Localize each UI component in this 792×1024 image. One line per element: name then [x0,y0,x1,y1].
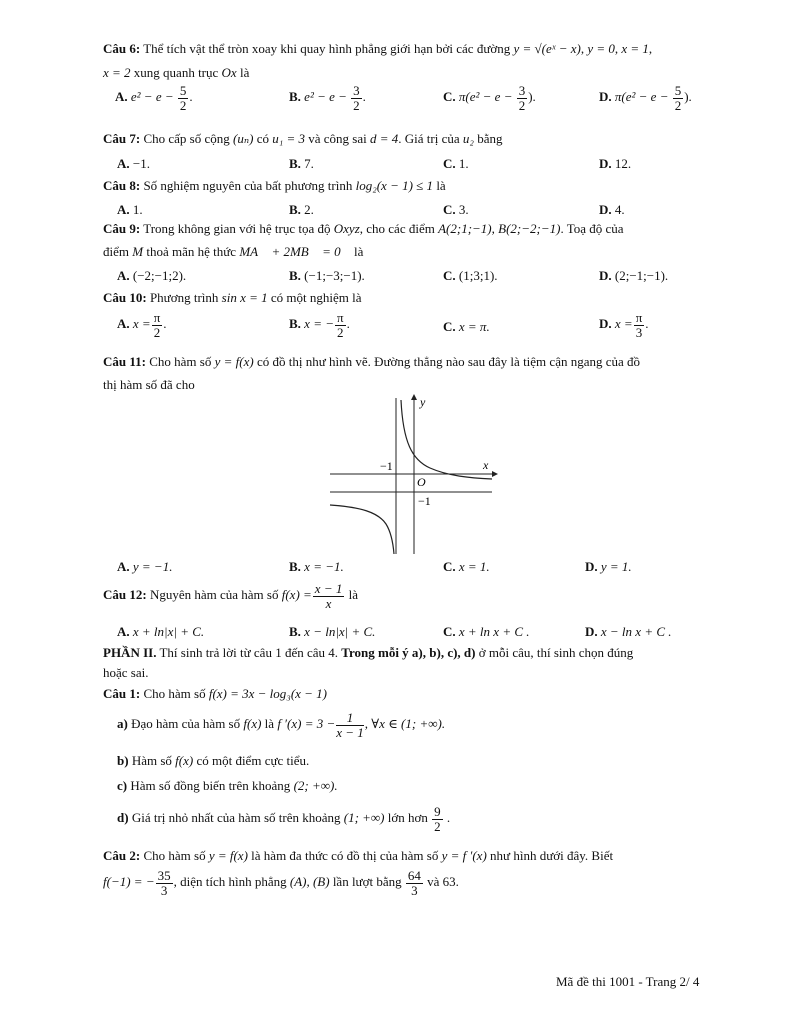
q6-eq4: x = 2 [103,65,131,80]
tick-x-label: −1 [380,459,393,473]
q11-line2 [103,377,195,393]
option-text: 4. [614,202,625,217]
option-label: A. [117,268,130,283]
option-text: (−2;−1;2). [132,268,187,283]
p1-a-la: là [264,716,275,732]
frac-den: 2 [434,818,441,834]
fraction [406,869,423,897]
q11-opt-a [117,559,172,575]
y-axis-arrow [411,394,417,400]
q6-text2: xung quanh trục [133,65,219,80]
q11-text2: có đồ thị như hình vẽ. Đường thẳng nào sau đây là tiệm cận ngang của đồ [256,354,641,369]
q10-opt-c [443,319,490,335]
q12-opt-b [289,624,375,640]
option-text: x = − [304,316,334,332]
p2-regions: (A), (B) [289,874,330,890]
q8-label: Câu 8: [103,178,141,193]
q11-opt-d [585,559,632,575]
p1-a-text: Đạo hàm của hàm số [131,716,241,732]
option-text: e² − e − [130,89,174,105]
frac-num: π [337,310,344,325]
option-tail: . [362,89,366,105]
p1-b-fn: f(x) [175,753,194,768]
part2-heading: PHẦN II. [103,645,157,660]
option-text: x + ln x + C . [458,624,530,639]
page-footer: Mã đề thi 1001 - Trang 2/ 4 [556,974,700,989]
fraction [673,84,684,112]
fraction [152,311,163,339]
q7-text1: Cho cấp số cộng [143,131,230,146]
option-tail: ). [528,89,536,105]
option-label: A. [117,624,130,639]
option-label: A. [115,89,128,105]
part2-text2: ở mỗi câu, thí sinh chọn đúng [478,645,634,660]
q9-label: Câu 9: [103,221,141,236]
part2-text3: hoặc sai. [103,665,149,680]
q9-text2: , cho các điểm [359,221,435,236]
part2-line1 [103,645,633,661]
q7-text3: và công sai [308,131,367,146]
q8-text2: là [436,178,446,193]
frac-den: x − 1 [336,724,364,740]
option-label: B. [289,316,301,332]
q12-text2: là [348,587,358,603]
q8-opt-a [117,202,143,218]
q11-label: Câu 11: [103,354,146,369]
p2-dfn: y = f ′(x) [441,848,487,863]
item-label: d) [117,810,129,826]
q10-stem [103,290,362,306]
option-tail: . [346,316,350,332]
q9-line1 [103,221,624,237]
frac-den: 3 [635,324,643,340]
option-label: C. [443,559,456,574]
fraction [634,311,645,339]
q7-seq: (uₙ) [233,131,254,146]
option-text: x = [614,316,633,332]
option-label: B. [289,624,301,639]
p1-c-text: Hàm số đồng biến trên khoảng [130,778,291,793]
option-label: B. [289,156,301,171]
option-label: D. [599,202,612,217]
frac-den: 2 [353,97,360,113]
origin-label: O [417,475,426,489]
frac-num: 9 [434,804,441,819]
q12-fn-lead: f(x) = [281,587,312,603]
frac-den: x [325,595,332,611]
option-text: x = 1. [458,559,490,574]
q6-eq3: x = 1 [621,41,649,56]
option-text: 3. [458,202,469,217]
option-text: −1. [132,156,150,171]
q9-opt-a [117,268,186,284]
q7-d: d = 4 [370,131,399,146]
q9-opt-d [599,268,668,284]
fraction [432,805,443,833]
part2-text1: Thí sinh trả lời từ câu 1 đến câu 4. [159,645,339,660]
option-tail: . [189,89,193,105]
p1-d-text1: Giá trị nhỏ nhất của hàm số trên khoảng [131,810,341,826]
option-tail: . [645,316,649,332]
p1-d-interval: (1; +∞) [343,810,385,826]
option-label: D. [599,268,612,283]
frac-num: 3 [518,83,526,98]
q6-text3: là [239,65,250,80]
q11-line1 [103,354,640,370]
item-label: c) [117,778,128,793]
p2-val-lead: f(−1) = − [103,874,155,890]
option-text: x + ln|x| + C. [132,624,205,639]
q9-text5: thoả mãn hệ thức [146,244,237,259]
fraction [313,582,345,610]
p1-d-tail: . [446,810,451,826]
q8-text1: Số nghiệm nguyên của bất phương trình [143,178,353,193]
frac-den: 2 [153,324,161,340]
frac-num: 5 [674,83,682,98]
q7-text2: có [256,131,269,146]
part2-line2 [103,665,148,681]
option-label: D. [599,316,612,332]
q7-opt-c [443,156,469,172]
p1-item-c [117,778,338,794]
p2-text5: lần lượt bằng [332,874,402,890]
q9-text6: là [353,244,364,259]
q8-opt-d [599,202,625,218]
p2-text6: và 63. [427,874,459,890]
option-text: (2;−1;−1). [614,268,669,283]
fraction [336,711,364,739]
option-text: y = 1. [600,559,632,574]
p1-a-deriv: f ′(x) = 3 − [277,716,336,732]
option-label: B. [289,268,301,283]
q9-m: M [132,244,144,259]
option-tail: . [163,316,167,332]
p1-fn: f(x) = 3x − log₃(x − 1) [208,686,328,701]
tick-y-label: −1 [418,494,431,508]
x-axis-label: x [483,458,489,472]
option-label: D. [599,89,612,105]
curve-right-branch [401,400,492,479]
q9-line2 [103,244,363,260]
frac-num: 5 [179,83,187,98]
q11-graph [320,392,500,557]
frac-den: 2 [337,324,344,340]
part2-bold: Trong mỗi ý a), b), c), d) [341,645,476,660]
q12-opt-d [585,624,672,640]
option-label: D. [599,156,612,171]
q11-text1: Cho hàm số [149,354,212,369]
q12-opt-c [443,624,530,640]
fraction [178,84,189,112]
q6-eq1: y = √(eˣ − x) [513,41,581,56]
y-axis-label: y [420,395,426,409]
q9-text1: Trong không gian với hệ trục tọa độ [143,221,331,236]
q7-text5: bằng [477,131,503,146]
frac-num: x − 1 [314,581,343,596]
p2-text2: là hàm đa thức có đồ thị của hàm số [251,848,439,863]
q11-opt-c [443,559,490,575]
frac-num: π [153,310,161,325]
p1-item-d [117,805,450,833]
option-text: x = −1. [304,559,344,574]
option-text: x = [132,316,151,332]
option-text: 2. [304,202,314,217]
option-label: C. [443,268,456,283]
frac-num: 3 [353,83,360,98]
fraction [156,869,173,897]
p1-a-tail: , ∀x ∈ (1; +∞). [364,716,446,732]
q9-text3: . Toạ độ của [560,221,624,236]
option-label: C. [443,319,456,334]
q12-label: Câu 12: [103,587,147,603]
p2-fn: y = f(x) [208,848,248,863]
q6-line2 [103,65,249,81]
option-label: B. [289,89,301,105]
option-text: 7. [304,156,314,171]
q6-label: Câu 6: [103,41,141,56]
q9-sys: Oxyz [333,221,360,236]
curve-left-branch [330,505,394,554]
p2-label: Câu 2: [103,848,141,863]
q6-line1: Câu 6: Thể tích vật thể tròn xoay khi quay hình phẳng giới hạn bởi các đường y = √(eˣ − x), y = 0, x = 1, [103,41,653,56]
frac-den: 2 [674,97,682,113]
q10-text2: có một nghiệm là [270,290,362,305]
option-text: (1;3;1). [458,268,498,283]
p2-line2 [103,869,459,897]
q12-opt-a [117,624,204,640]
p2-text4: , diện tích hình phẳng [173,874,287,890]
p1-b-text1: Hàm số [131,753,172,768]
q8-opt-c [443,202,469,218]
frac-den: 2 [179,97,187,113]
p1-b-text2: có một điểm cực tiểu. [196,753,310,768]
q11-opt-b [289,559,344,575]
p2-text3: như hình dưới đây. Biết [490,848,614,863]
p1-stem [103,686,327,702]
option-label: A. [117,559,130,574]
option-label: C. [443,156,456,171]
option-text: 1. [458,156,469,171]
option-label: D. [585,559,598,574]
p1-text1: Cho hàm số [143,686,206,701]
p1-d-text2: lớn hơn [387,810,428,826]
q10-label: Câu 10: [103,290,147,305]
q6-text1: Thể tích vật thể tròn xoay khi quay hình phẳng giới hạn bởi các đường [143,41,511,56]
frac-den: 2 [518,97,526,113]
p1-c-interval: (2; +∞). [293,778,338,793]
p1-label: Câu 1: [103,686,141,701]
x-axis-arrow [492,471,498,477]
option-label: D. [585,624,598,639]
frac-den: 3 [411,882,418,898]
q7-opt-d [599,156,631,172]
option-text: π(e² − e − [458,89,513,105]
q11-fn: y = f(x) [214,354,254,369]
q10-opt-b [289,311,350,339]
option-label: C. [443,89,456,105]
q9-opt-b [289,268,365,284]
fraction [351,84,362,112]
option-text: y = −1. [132,559,173,574]
q10-opt-a [117,311,167,339]
q6-eq2: y = 0 [587,41,615,56]
q6-opt-d [599,84,692,112]
q10-opt-d [599,311,649,339]
q9-relation: MA⃗ + 2MB⃗ = 0⃗ [239,244,351,259]
q10-text1: Phương trình [149,290,219,305]
frac-num: 64 [407,868,421,883]
option-text: 12. [614,156,632,171]
p2-text1: Cho hàm số [143,848,206,863]
q10-eq: sin x = 1 [221,290,268,305]
option-label: C. [443,202,456,217]
fraction [517,84,528,112]
q7-opt-a [117,156,150,172]
frac-num: 35 [157,868,171,883]
q7-text4: . Giá trị của [398,131,460,146]
option-label: A. [117,316,130,332]
q7-opt-b [289,156,314,172]
frac-num: 1 [336,711,364,726]
q6-opt-b [289,84,366,112]
p1-item-b [117,753,309,769]
option-text: x − ln x + C . [600,624,672,639]
option-text: x − ln|x| + C. [304,624,376,639]
option-label: B. [289,559,301,574]
frac-num: π [635,310,643,325]
q6-axis: Ox [221,65,237,80]
q8-stem [103,178,446,194]
q6-opt-a [115,84,193,112]
p2-line1 [103,848,613,864]
option-text: 1. [132,202,143,217]
option-text: x = π. [458,319,490,334]
q6-opt-c [443,84,536,112]
option-text: (−1;−3;−1). [304,268,365,283]
q11-text3: thị hàm số đã cho [103,377,195,392]
p1-a-fn: f(x) [243,716,262,732]
q12-stem [103,582,358,610]
option-label: C. [443,624,456,639]
q7-u2: u₂ [462,131,474,146]
option-label: B. [289,202,301,217]
item-label: b) [117,753,129,768]
q8-opt-b [289,202,314,218]
p1-item-a [117,711,445,739]
q7-stem [103,131,502,147]
q8-ineq: log₂(x − 1) ≤ 1 [355,178,434,193]
q9-text4: điểm [103,244,129,259]
q7-u1: u₁ = 3 [272,131,306,146]
frac-den: 3 [160,882,168,898]
option-label: A. [117,156,130,171]
q9-opt-c [443,268,498,284]
option-text: e² − e − [304,89,347,105]
item-label: a) [117,716,128,732]
option-tail: ). [684,89,692,105]
q7-label: Câu 7: [103,131,141,146]
option-text: π(e² − e − [614,89,669,105]
q9-points: A(2;1;−1), B(2;−2;−1) [438,221,561,236]
option-label: A. [117,202,130,217]
q12-text1: Nguyên hàm của hàm số [149,587,279,603]
fraction [335,311,346,339]
